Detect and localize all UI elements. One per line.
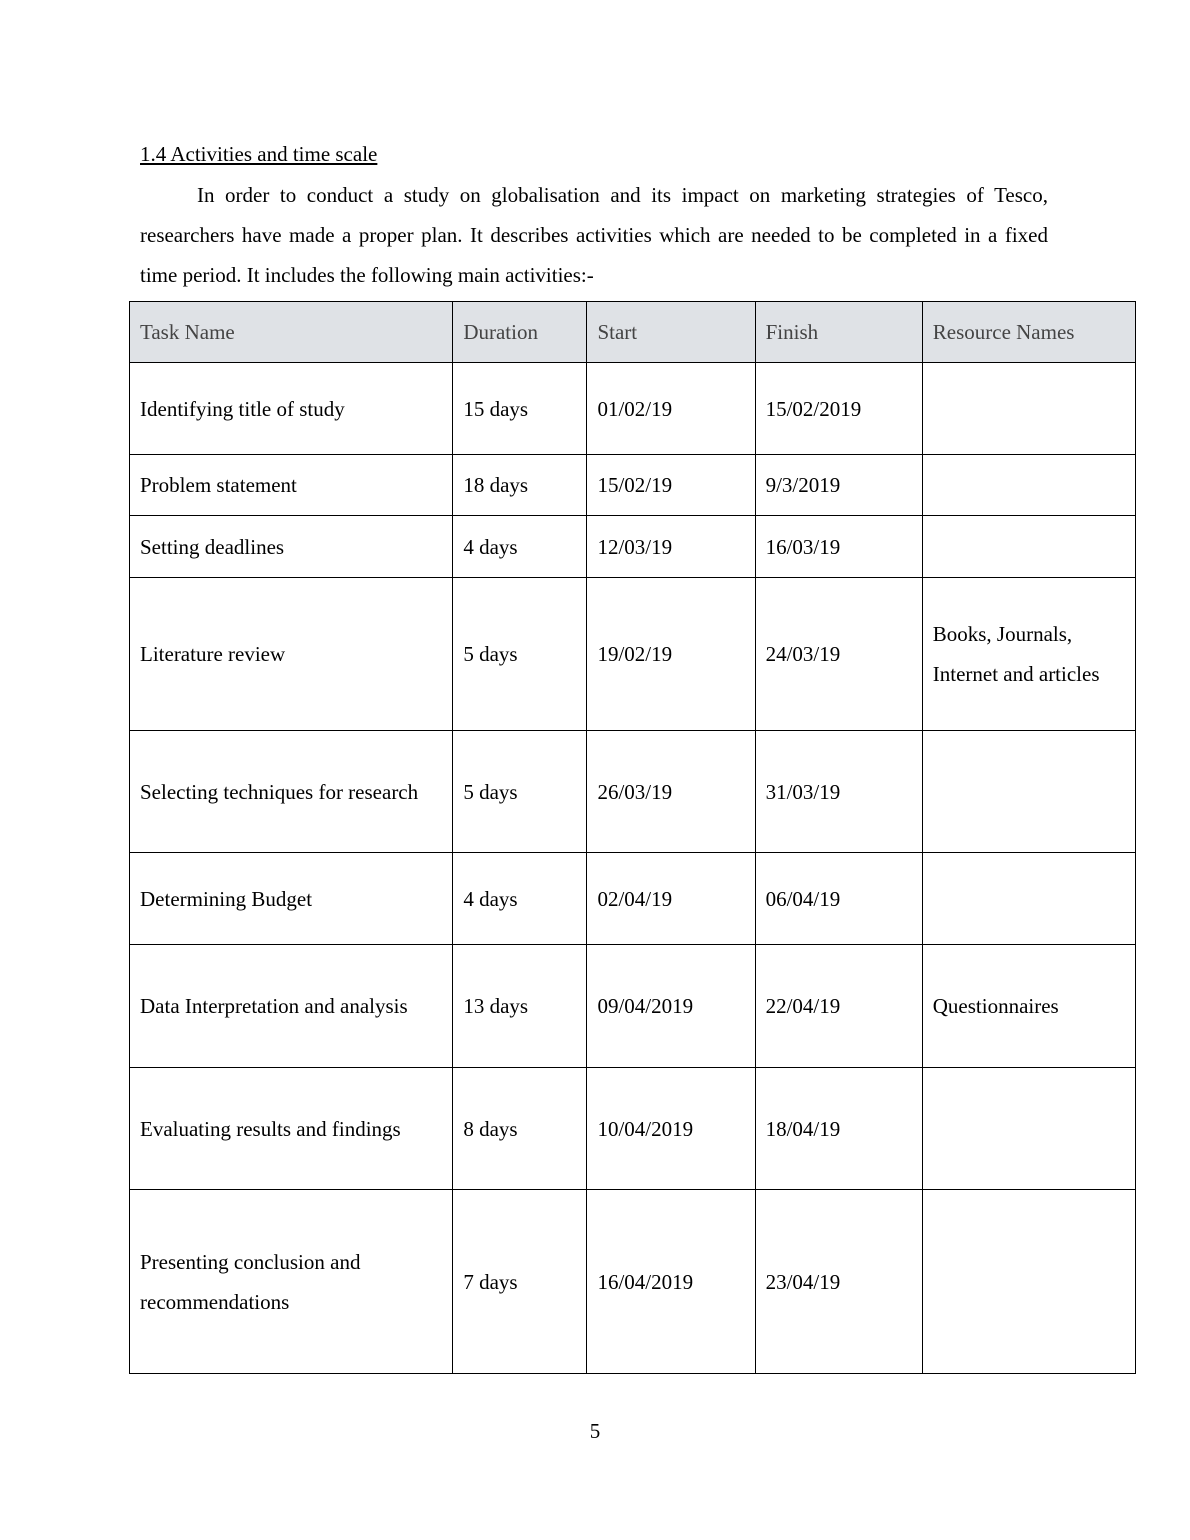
duration-cell: 4 days [453,516,587,578]
header-task-name: Task Name [130,302,453,363]
finish-cell: 23/04/19 [755,1190,922,1374]
start-cell: 12/03/19 [587,516,755,578]
page-number: 5 [589,1419,601,1443]
resources-cell [922,1068,1135,1190]
duration-cell: 15 days [453,363,587,455]
duration-cell: 18 days [453,455,587,516]
resources-cell [922,853,1135,945]
start-cell: 02/04/19 [587,853,755,945]
finish-cell: 22/04/19 [755,945,922,1068]
finish-cell: 15/02/2019 [755,363,922,455]
finish-cell: 9/3/2019 [755,455,922,516]
header-finish: Finish [755,302,922,363]
table-header-row [130,302,1136,363]
duration-cell: 5 days [453,578,587,731]
table-row [130,455,1136,516]
duration-cell: 7 days [453,1190,587,1374]
intro-paragraph: In order to conduct a study on globalisation and its impact on marketing strategies of Tesco, researchers have made a proper plan. It describes activities which are needed to be completed in a fixed time period. It includes the following main activities:- [140,183,1048,287]
task-cell: Literature review [130,578,453,731]
start-cell: 10/04/2019 [587,1068,755,1190]
table-row [130,578,1136,731]
table-row [130,1068,1136,1190]
duration-cell: 4 days [453,853,587,945]
start-cell: 19/02/19 [587,578,755,731]
table-row [130,945,1136,1068]
resources-cell: Questionnaires [922,945,1135,1068]
task-cell: Selecting techniques for research [130,731,453,853]
duration-cell: 13 days [453,945,587,1068]
resources-cell: Books, Journals, Internet and articles [922,578,1135,731]
finish-cell: 06/04/19 [755,853,922,945]
resources-cell [922,455,1135,516]
finish-cell: 18/04/19 [755,1068,922,1190]
resources-cell [922,363,1135,455]
start-cell: 26/03/19 [587,731,755,853]
duration-cell: 8 days [453,1068,587,1190]
table-row [130,731,1136,853]
finish-cell: 24/03/19 [755,578,922,731]
task-cell: Identifying title of study [130,363,453,455]
activities-table [129,301,1136,1374]
resources-cell [922,731,1135,853]
start-cell: 15/02/19 [587,455,755,516]
start-cell: 01/02/19 [587,363,755,455]
header-duration: Duration [453,302,587,363]
table-row [130,853,1136,945]
start-cell: 09/04/2019 [587,945,755,1068]
task-cell: Problem statement [130,455,453,516]
task-cell: Evaluating results and findings [130,1068,453,1190]
task-cell: Setting deadlines [130,516,453,578]
task-cell: Presenting conclusion and recommendations [130,1190,453,1374]
table-row [130,516,1136,578]
table-row [130,363,1136,455]
header-resource-names: Resource Names [922,302,1135,363]
resources-cell [922,516,1135,578]
start-cell: 16/04/2019 [587,1190,755,1374]
finish-cell: 31/03/19 [755,731,922,853]
resources-cell [922,1190,1135,1374]
section-heading: 1.4 Activities and time scale [140,142,378,166]
finish-cell: 16/03/19 [755,516,922,578]
duration-cell: 5 days [453,731,587,853]
table-row [130,1190,1136,1374]
task-cell: Determining Budget [130,853,453,945]
task-cell: Data Interpretation and analysis [130,945,453,1068]
header-start: Start [587,302,755,363]
